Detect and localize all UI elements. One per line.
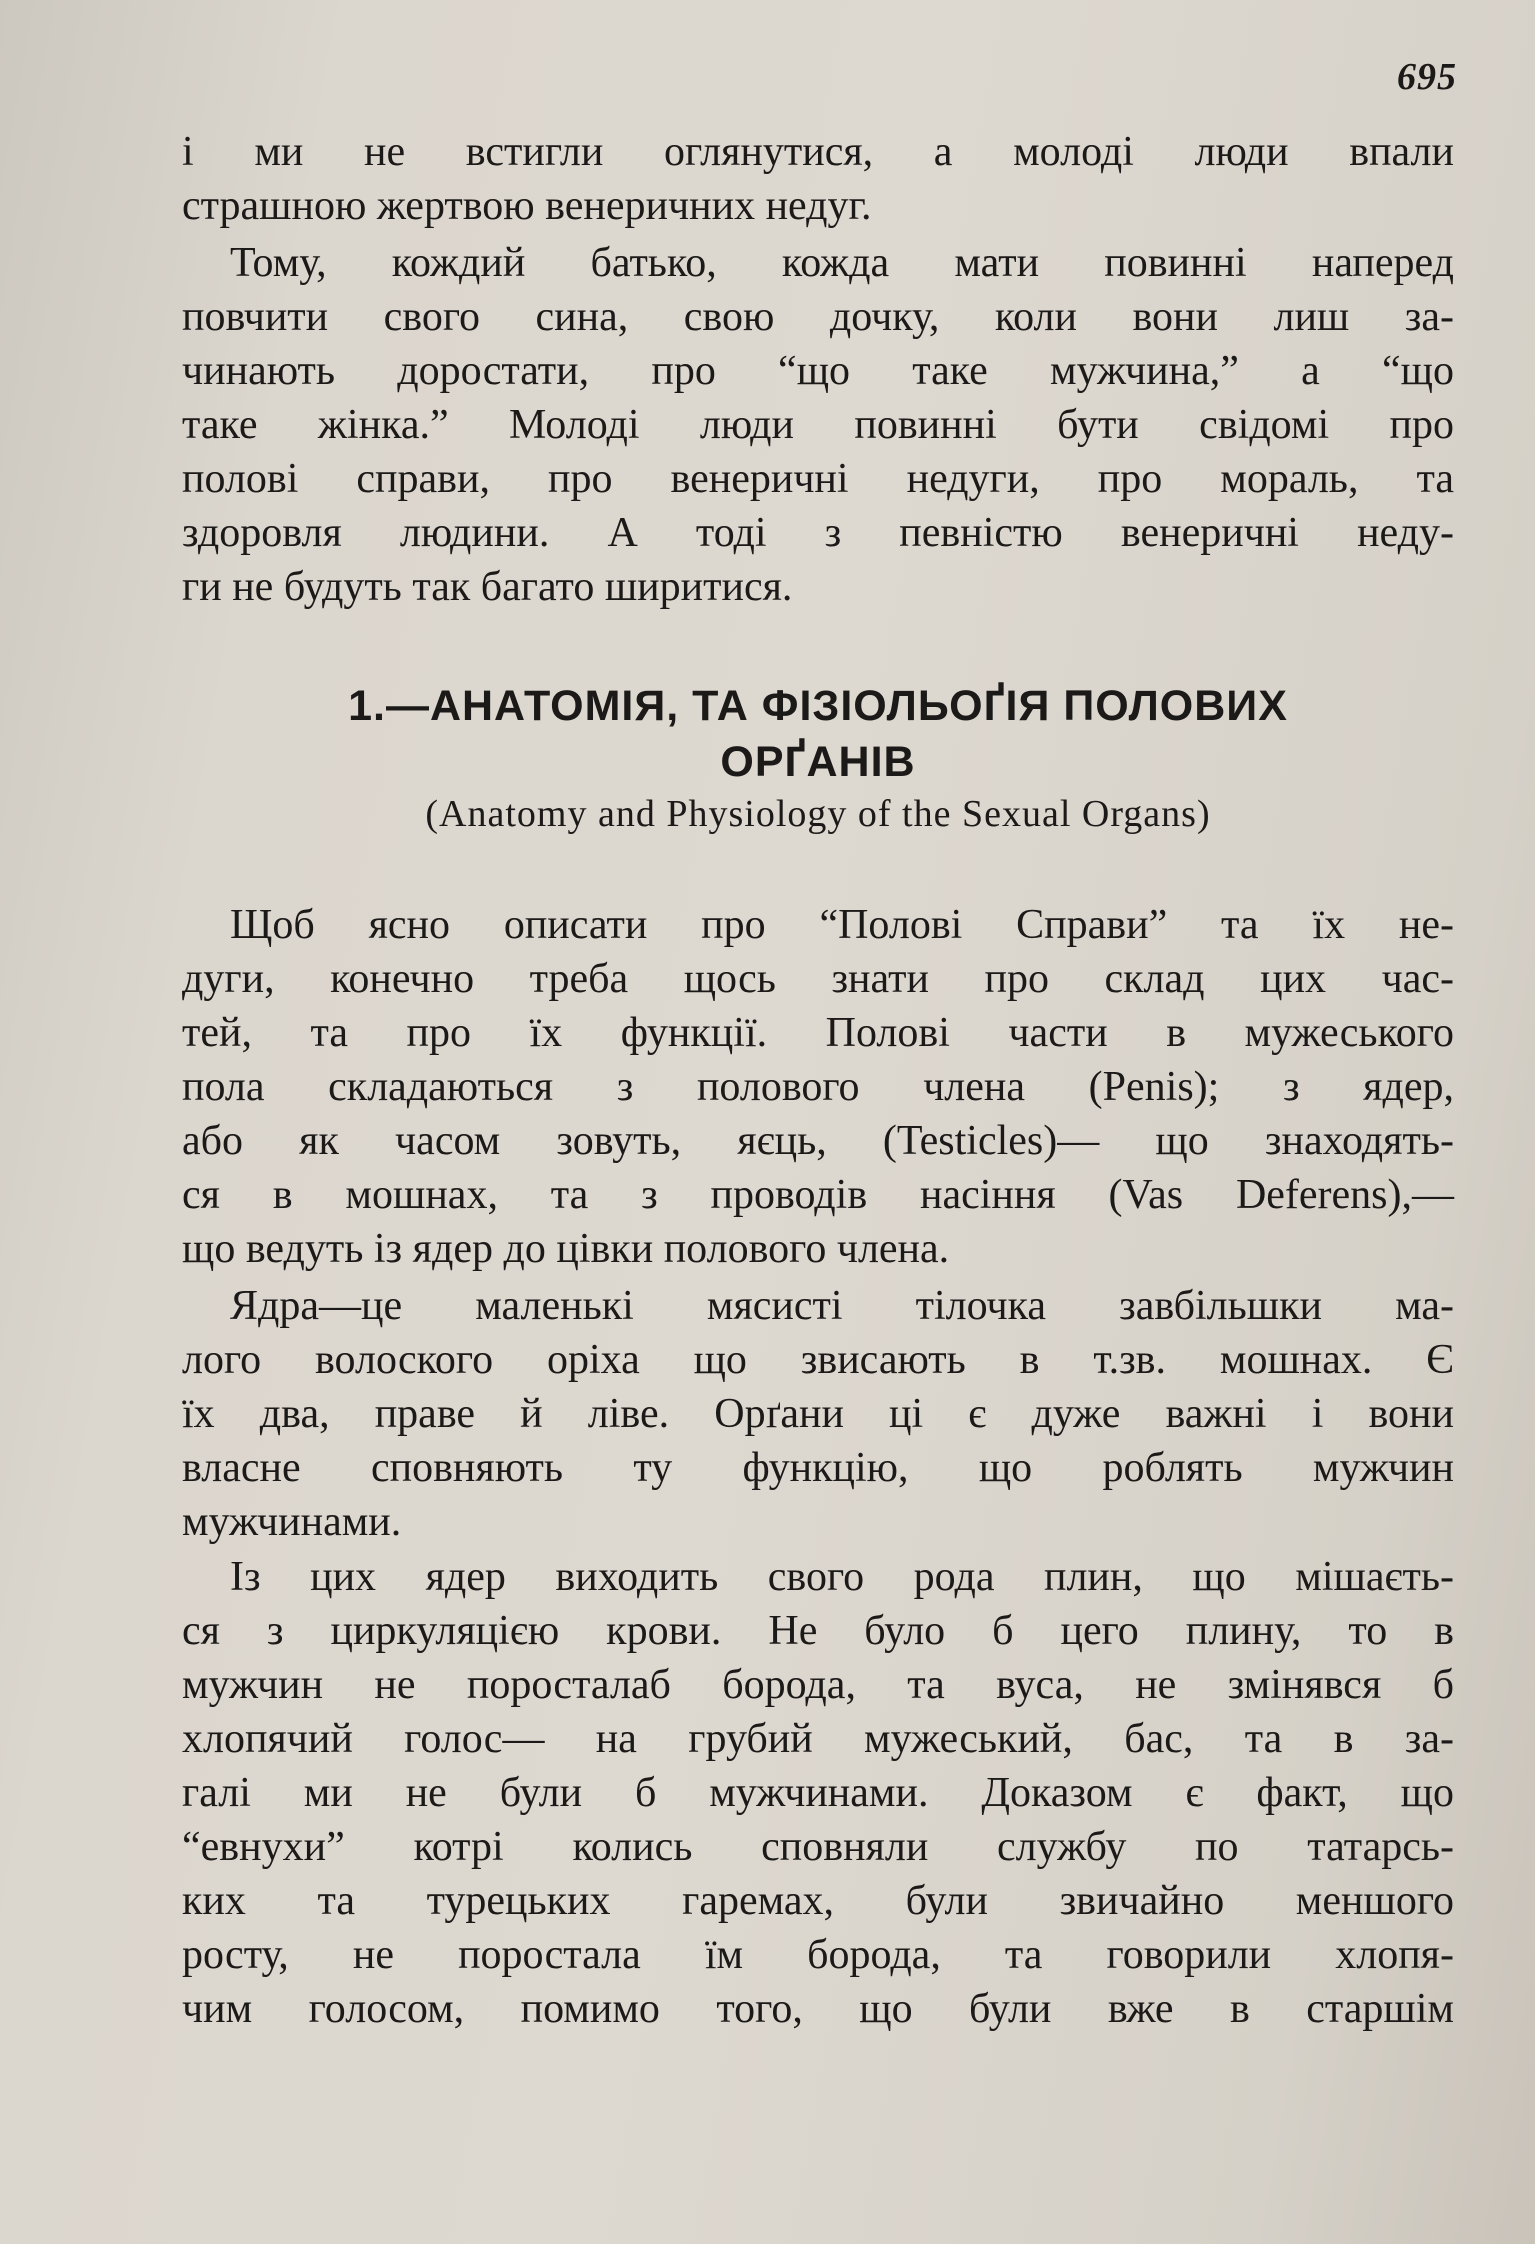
text-line: страшною жертвою венеричних недуг. — [182, 183, 872, 229]
text-line: пола складаються з полового члена (Penis); з ядер, — [182, 1064, 1454, 1110]
page-number: 695 — [1397, 56, 1457, 98]
text-line: полові справи, про венеричні недуги, про мораль, та — [182, 456, 1454, 502]
text-line: або як часом зовуть, яєць, (Testicles)— що знаходять- — [182, 1118, 1454, 1164]
text-line: таке жінка.” Молоді люди повинні бути свідомі про — [182, 402, 1454, 448]
paragraph — [182, 898, 1454, 1276]
text-line: що ведуть із ядер до цівки полового члена. — [182, 1226, 950, 1272]
text-line: ких та турецьких гаремах, були звичайно меншого — [182, 1878, 1454, 1924]
paragraph — [182, 236, 1454, 614]
text-line: Щоб ясно описати про “Полові Справи” та їх не- — [230, 902, 1454, 948]
text-line: і ми не встигли оглянутися, а молоді люди впали — [182, 129, 1454, 175]
text-line: Із цих ядер виходить свого рода плин, що мішаєть- — [230, 1554, 1454, 1600]
text-line: Ядра—це маленькі мясисті тілочка завбільшки ма- — [230, 1283, 1454, 1329]
section-subtitle: (Anatomy and Physiology of the Sexual Organs) — [425, 793, 1211, 835]
paragraph — [182, 1550, 1454, 2036]
text-line: чим голосом, помимо того, що були вже в старшім — [182, 1986, 1454, 2032]
text-line: їх два, праве й ліве. Орґани ці є дуже важні і вони — [182, 1391, 1454, 1437]
paragraph-continuation — [182, 125, 1454, 233]
text-line: дуги, конечно треба щось знати про склад цих час- — [182, 956, 1454, 1002]
text-line: здоровля людини. А тоді з певністю венеричні неду- — [182, 510, 1454, 556]
text-line: Тому, кождий батько, кожда мати повинні наперед — [230, 240, 1454, 286]
section-heading-line: 1.—АНАТОМІЯ, ТА ФІЗІОЛЬОҐІЯ ПОЛОВИХ — [348, 682, 1288, 730]
text-line: мужчинами. — [182, 1499, 402, 1545]
text-line: мужчин не поросталаб борода, та вуса, не змінявся б — [182, 1662, 1454, 1708]
text-line: ся в мошнах, та з проводів насіння (Vas Deferens),— — [182, 1172, 1454, 1218]
text-line: ги не будуть так багато ширитися. — [182, 564, 793, 610]
text-line: тей, та про їх функції. Полові части в мужеського — [182, 1010, 1454, 1056]
text-line: “евнухи” котрі колись сповняли службу по татарсь- — [182, 1824, 1454, 1870]
text-line: повчити свого сина, свою дочку, коли вони лиш за- — [182, 294, 1454, 340]
text-line: лого волоского оріха що звисають в т.зв. мошнах. Є — [182, 1337, 1454, 1383]
text-line: чинають доростати, про “що таке мужчина,” а “що — [182, 348, 1454, 394]
text-line: галі ми не були б мужчинами. Доказом є факт, що — [182, 1770, 1454, 1816]
text-line: власне сповняють ту функцію, що роблять мужчин — [182, 1445, 1454, 1491]
section-heading — [182, 678, 1454, 790]
text-line: хлопячий голос— на грубий мужеський, бас, та в за- — [182, 1716, 1454, 1762]
text-line: росту, не поростала їм борода, та говорили хлопя- — [182, 1932, 1454, 1978]
paragraph — [182, 1279, 1454, 1549]
section-heading-line: ОРҐАНІВ — [720, 738, 916, 786]
text-line: ся з циркуляцією крови. Не було б цего плину, то в — [182, 1608, 1454, 1654]
